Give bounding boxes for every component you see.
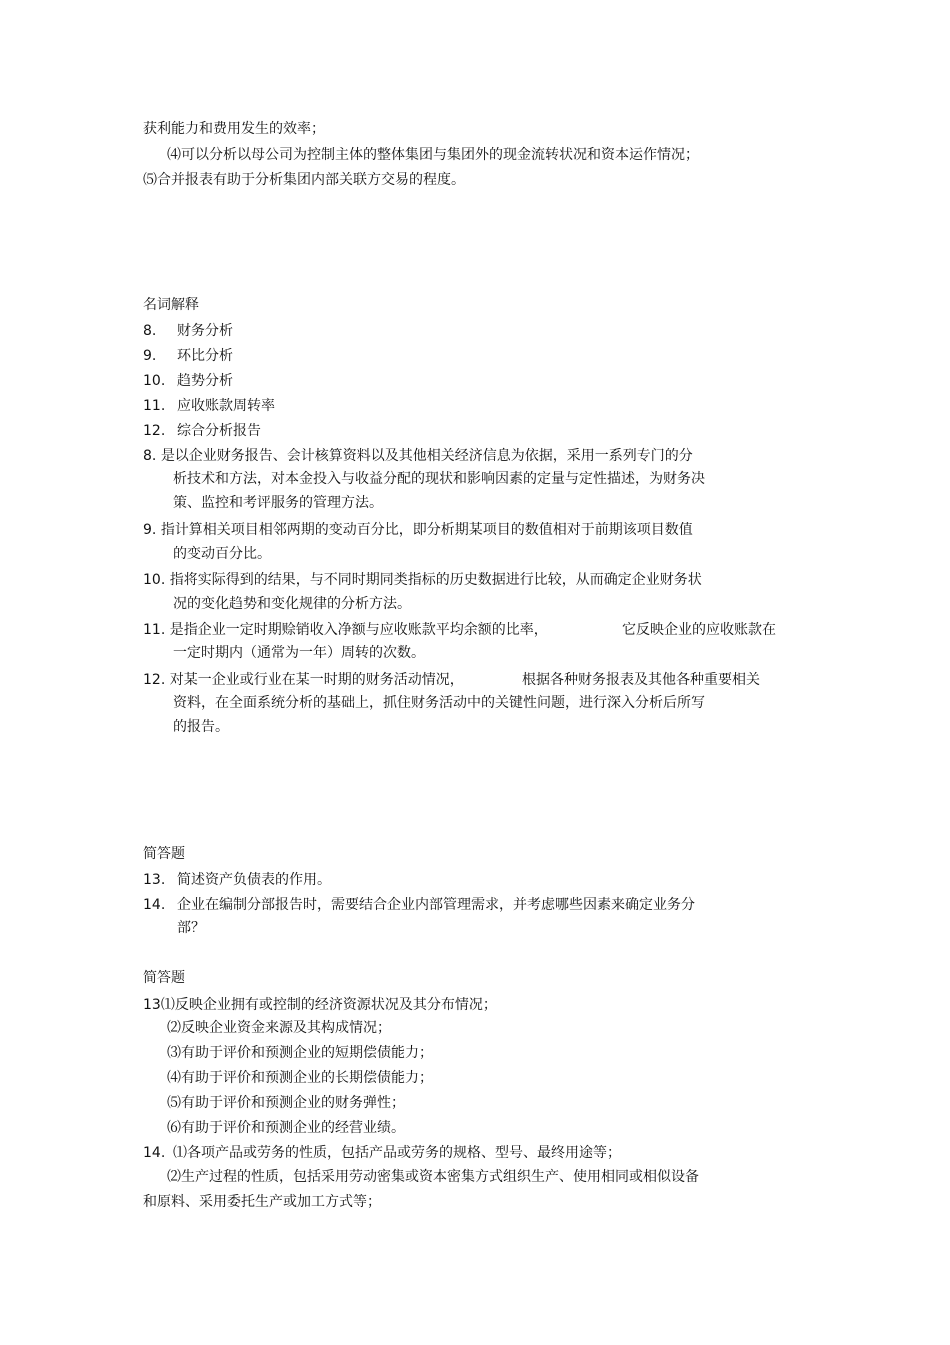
definition-number: 9.	[143, 522, 157, 538]
term-number: 12.	[143, 423, 166, 439]
term-text: 环比分析	[177, 348, 233, 364]
definition-9-line-1	[143, 521, 693, 539]
definition-11-line-1-tail: 它反映企业的应收账款在	[622, 622, 776, 638]
definition-12-line-1	[143, 671, 464, 689]
definition-text: 指计算相关项目相邻两期的变动百分比，即分析期某项目的数值相对于前期该项目数值	[160, 522, 693, 538]
definition-12-line-1-tail: 根据各种财务报表及其他各种重要相关	[522, 672, 760, 688]
intro-line-2: ⑷可以分析以母公司为控制主体的整体集团与集团外的现金流转状况和资本运作情况；	[167, 147, 699, 163]
answer-14-line-3: 和原料、采用委托生产或加工方式等；	[143, 1194, 381, 1210]
question-text: 简述资产负债表的作用。	[177, 872, 331, 888]
definition-12-line-3: 的报告。	[173, 719, 229, 735]
answer-number: 14.	[143, 1145, 166, 1161]
intro-line-1: 获利能力和费用发生的效率；	[143, 121, 325, 137]
intro-line-3: ⑸合并报表有助于分析集团内部关联方交易的程度。	[143, 172, 465, 188]
definition-number: 11.	[143, 622, 166, 638]
question-number: 14.	[143, 897, 166, 913]
term-number: 10.	[143, 373, 166, 389]
answer-13-line: ⑹有助于评价和预测企业的经营业绩。	[167, 1120, 405, 1136]
definition-11-line-1	[143, 621, 548, 639]
definition-9-line-2: 的变动百分比。	[173, 546, 271, 562]
terms-heading: 名词解释	[143, 297, 199, 313]
definition-number: 12.	[143, 672, 166, 688]
definition-text: 指将实际得到的结果，与不同时期同类指标的历史数据进行比较，从而确定企业财务状	[169, 572, 702, 588]
answer-13-line: 13⑴反映企业拥有或控制的经济资源状况及其分布情况；	[143, 997, 497, 1013]
definition-text: 是指企业一定时期赊销收入净额与应收账款平均余额的比率，	[169, 622, 548, 638]
answer-14-line-1	[143, 1144, 621, 1162]
question-14-line-1	[143, 896, 695, 914]
term-item	[143, 347, 233, 365]
definition-8-line-3: 策、监控和考评服务的管理方法。	[173, 495, 383, 511]
term-item	[143, 372, 233, 390]
definition-8-line-2: 析技术和方法，对本金投入与收益分配的现状和影响因素的定量与定性描述，为财务决	[173, 471, 705, 487]
term-number: 11.	[143, 398, 166, 414]
definition-12-line-2: 资料，在全面系统分析的基础上，抓住财务活动中的关键性问题，进行深入分析后所写	[173, 695, 705, 711]
definition-number: 8.	[143, 448, 157, 464]
answer-14-line-2: ⑵生产过程的性质，包括采用劳动密集或资本密集方式组织生产、使用相同或相似设备	[167, 1169, 699, 1185]
answer-13-line: ⑸有助于评价和预测企业的财务弹性；	[167, 1095, 405, 1111]
answer-13-line: ⑵反映企业资金来源及其构成情况；	[167, 1020, 391, 1036]
definition-11-line-2: 一定时期内（通常为一年）周转的次数。	[173, 645, 425, 661]
term-text: 应收账款周转率	[177, 398, 275, 414]
answer-13-line: ⑷有助于评价和预测企业的长期偿债能力；	[167, 1070, 433, 1086]
term-item	[143, 322, 233, 340]
term-text: 财务分析	[177, 323, 233, 339]
term-number: 9.	[143, 348, 157, 364]
term-item	[143, 422, 261, 440]
definition-10-line-2: 况的变化趋势和变化规律的分析方法。	[173, 596, 411, 612]
answer-text: ⑴各项产品或劳务的性质，包括产品或劳务的规格、型号、最终用途等；	[173, 1145, 621, 1161]
term-item	[143, 397, 275, 415]
definition-10-line-1	[143, 571, 702, 589]
definition-text: 是以企业财务报告、会计核算资料以及其他相关经济信息为依据，采用一系列专门的分	[160, 448, 693, 464]
definition-8-line-1	[143, 447, 693, 465]
short-question-heading: 简答题	[143, 846, 185, 862]
answer-13-line: ⑶有助于评价和预测企业的短期偿债能力；	[167, 1045, 433, 1061]
question-text: 企业在编制分部报告时，需要结合企业内部管理需求，并考虑哪些因素来确定业务分	[177, 897, 695, 913]
question-13	[143, 871, 331, 889]
answers-heading: 简答题	[143, 970, 185, 986]
question-14-line-2: 部？	[177, 920, 205, 936]
definition-number: 10.	[143, 572, 166, 588]
term-number: 8.	[143, 323, 157, 339]
term-text: 趋势分析	[177, 373, 233, 389]
question-number: 13.	[143, 872, 166, 888]
definition-text: 对某一企业或行业在某一时期的财务活动情况，	[169, 672, 464, 688]
term-text: 综合分析报告	[177, 423, 261, 439]
